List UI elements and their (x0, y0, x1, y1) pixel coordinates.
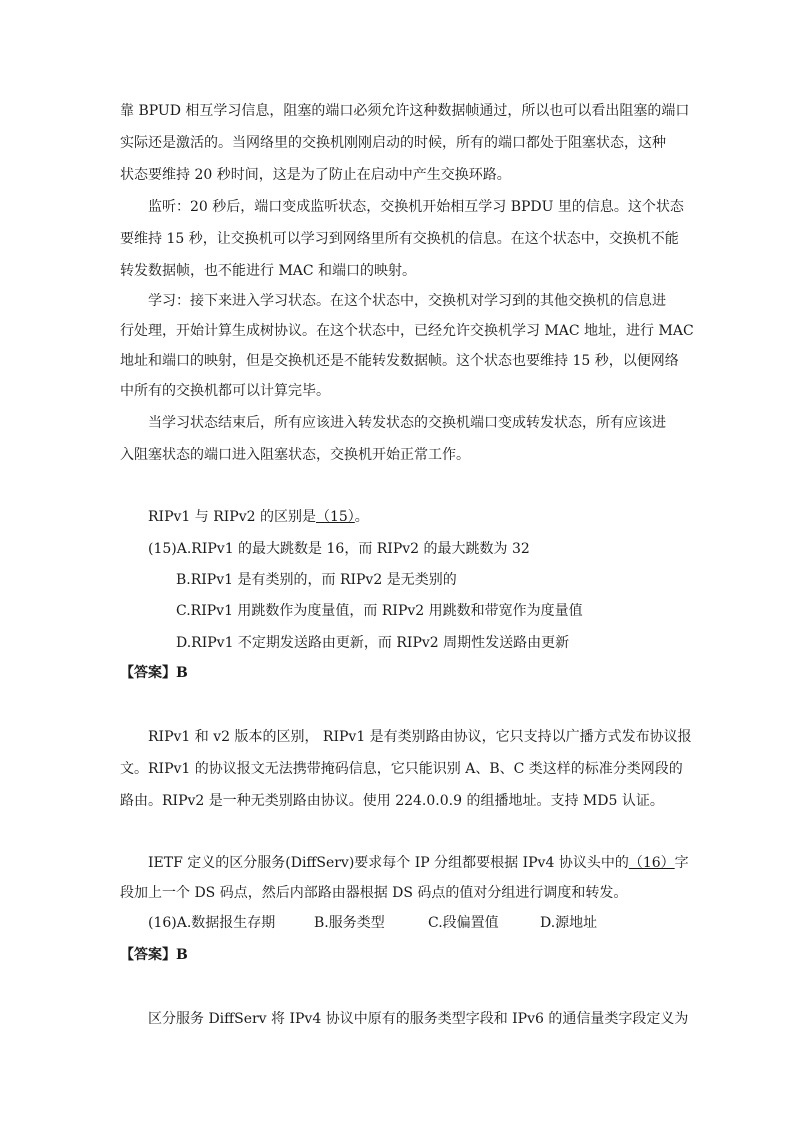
question-stem (148, 854, 689, 872)
paragraph-line: 地址和端口的映射，但是交换机还是不能转发数据帧。这个状态也要维持 15 秒，以便网络 (120, 353, 679, 369)
explanation-line: RIPv1 和 v2 版本的区别， RIPv1 是有类别路由协议，它只支持以广播方式发布协议报 (148, 729, 692, 745)
paragraph-line: 监听：20 秒后，端口变成监听状态，交换机开始相互学习 BPDU 里的信息。这个状态 (148, 199, 684, 215)
paragraph-line: 实际还是激活的。当网络里的交换机刚刚启动的时候，所有的端口都处于阻塞状态，这种 (120, 135, 666, 151)
question-option-a: (15)A.RIPv1 的最大跳数是 16，而 RIPv2 的最大跳数为 32 (148, 541, 530, 557)
paragraph-line: 入阻塞状态的端口进入阻塞状态，交换机开始正常工作。 (120, 447, 470, 463)
answer-label: 【答案】 (120, 665, 176, 681)
question-option-b: B.服务类型 (314, 915, 385, 931)
answer-line (120, 946, 188, 964)
paragraph-line: 状态要维持 20 秒时间，这是为了防止在启动中产生交换环路。 (120, 167, 511, 183)
question-stem-text: RIPv1 与 RIPv2 的区别是 (148, 509, 316, 525)
paragraph-line: 中所有的交换机都可以计算完毕。 (120, 383, 330, 399)
answer-line (120, 664, 188, 682)
paragraph-line: 转发数据帧，也不能进行 MAC 和端口的映射。 (120, 263, 417, 279)
question-option-b: B.RIPv1 是有类别的，而 RIPv2 是无类别的 (176, 572, 457, 588)
question-option-d: D.RIPv1 不定期发送路由更新，而 RIPv2 周期性发送路由更新 (176, 635, 570, 651)
answer-value: B (176, 665, 188, 681)
paragraph-line: 当学习状态结束后，所有应该进入转发状态的交换机端口变成转发状态，所有应该进 (148, 415, 666, 431)
explanation-line: 文。RIPv1 的协议报文无法携带掩码信息，它只能识别 A、B、C 类这样的标准分类网段的 (120, 761, 683, 777)
paragraph-line: 要维持 15 秒，让交换机可以学习到网络里所有交换机的信息。在这个状态中，交换机不能 (120, 231, 679, 247)
question-stem-line2: 段加上一个 DS 码点，然后内部路由器根据 DS 码点的值对分组进行调度和转发。 (120, 885, 628, 901)
question-blank: （15） (315, 509, 355, 525)
question-stem-end: 。 (354, 509, 369, 525)
question-stem (148, 508, 369, 526)
question-option-a: (16)A.数据报生存期 (148, 915, 276, 931)
answer-label: 【答案】 (120, 947, 176, 963)
explanation-line: 区分服务 DiffServ 将 IPv4 协议中原有的服务类型字段和 IPv6 的通信量类字段定义为 (148, 1011, 689, 1027)
answer-value: B (176, 947, 188, 963)
question-option-c: C.段偏置值 (428, 915, 499, 931)
paragraph-line: 学习：接下来进入学习状态。在这个状态中，交换机对学习到的其他交换机的信息进 (148, 293, 666, 309)
question-option-d: D.源地址 (540, 915, 598, 931)
question-blank: （16） (628, 855, 675, 871)
question-stem-end: 字 (674, 855, 689, 871)
paragraph-line: 行处理，开始计算生成树协议。在这个状态中，已经允许交换机学习 MAC 地址，进行 MAC (120, 323, 694, 339)
paragraph-line: 靠 BPUD 相互学习信息，阻塞的端口必须允许这种数据帧通过，所以也可以看出阻塞的端口 (120, 103, 690, 119)
question-option-c: C.RIPv1 用跳数作为度量值，而 RIPv2 用跳数和带宽作为度量值 (176, 603, 583, 619)
explanation-line: 路由。RIPv2 是一种无类别路由协议。使用 224.0.0.9 的组播地址。支持 MD5 认证。 (120, 793, 664, 809)
question-stem-text: IETF 定义的区分服务(DiffServ)要求每个 IP 分组都要根据 IPv4 协议头中的 (148, 855, 629, 871)
